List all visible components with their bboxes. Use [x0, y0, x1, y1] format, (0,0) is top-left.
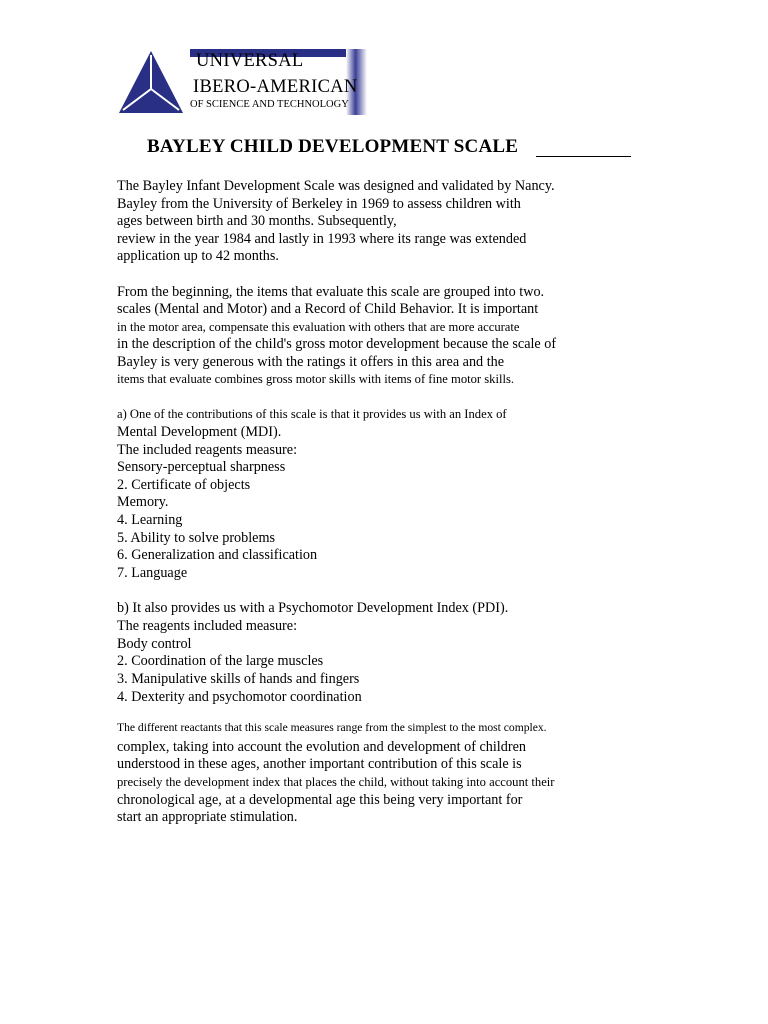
p2-line-4: in the description of the child's gross motor development because the scale of: [117, 336, 557, 352]
triangle-logo-icon: [117, 49, 185, 115]
p5-line-6: start an appropriate stimulation.: [117, 809, 298, 825]
p3-line-6: Memory.: [117, 494, 169, 510]
p5-line-5: chronological age, at a developmental age this being very important for: [117, 792, 523, 808]
p4-line-2: The reagents included measure:: [117, 618, 298, 634]
p3-line-5: 2. Certificate of objects: [117, 477, 251, 493]
p3-line-3: The included reagents measure:: [117, 442, 298, 458]
p4-line-3: Body control: [117, 636, 192, 652]
page-title: BAYLEY CHILD DEVELOPMENT SCALE: [147, 136, 519, 157]
p3-line-9: 6. Generalization and classification: [117, 547, 318, 563]
p5-line-2: complex, taking into account the evolution and development of children: [117, 739, 526, 755]
p5-line-1: The different reactants that this scale measures range from the simplest to the most complex.: [117, 721, 547, 734]
p3-line-8: 5. Ability to solve problems: [117, 530, 276, 546]
p5-line-4: precisely the development index that places the child, without taking into account their: [117, 775, 555, 789]
p1-line-3: ages between birth and 30 months. Subsequently,: [117, 213, 397, 229]
title-underline: [536, 156, 631, 157]
p3-line-7: 4. Learning: [117, 512, 183, 528]
p1-line-1: The Bayley Infant Development Scale was designed and validated by Nancy.: [117, 178, 555, 194]
p5-line-3: understood in these ages, another important contribution of this scale is: [117, 756, 522, 772]
p4-line-1: b) It also provides us with a Psychomotor Development Index (PDI).: [117, 600, 509, 616]
p1-line-2: Bayley from the University of Berkeley in 1969 to assess children with: [117, 196, 521, 212]
p2-line-5: Bayley is very generous with the ratings it offers in this area and the: [117, 354, 505, 370]
p3-line-2: Mental Development (MDI).: [117, 424, 282, 440]
logo-line-2: IBERO-AMERICAN: [193, 77, 358, 97]
p2-line-1: From the beginning, the items that evaluate this scale are grouped into two.: [117, 284, 545, 300]
logo-line-3: OF SCIENCE AND TECHNOLOGY: [190, 99, 349, 110]
p2-line-3: in the motor area, compensate this evaluation with others that are more accurate: [117, 320, 520, 334]
p1-line-5: application up to 42 months.: [117, 248, 279, 264]
p4-line-6: 4. Dexterity and psychomotor coordination: [117, 689, 362, 705]
p3-line-4: Sensory-perceptual sharpness: [117, 459, 286, 475]
p2-line-2: scales (Mental and Motor) and a Record of Child Behavior. It is important: [117, 301, 539, 317]
p2-line-6: items that evaluate combines gross motor skills with items of fine motor skills.: [117, 372, 515, 386]
logo-wordmark: [190, 49, 367, 115]
university-logo: [117, 49, 367, 117]
p4-line-4: 2. Coordination of the large muscles: [117, 653, 324, 669]
p3-line-10: 7. Language: [117, 565, 188, 581]
p3-line-1: a) One of the contributions of this scale is that it provides us with an Index of: [117, 407, 507, 421]
p1-line-4: review in the year 1984 and lastly in 1993 where its range was extended: [117, 231, 527, 247]
logo-line-1: UNIVERSAL: [196, 51, 304, 71]
p4-line-5: 3. Manipulative skills of hands and fingers: [117, 671, 360, 687]
